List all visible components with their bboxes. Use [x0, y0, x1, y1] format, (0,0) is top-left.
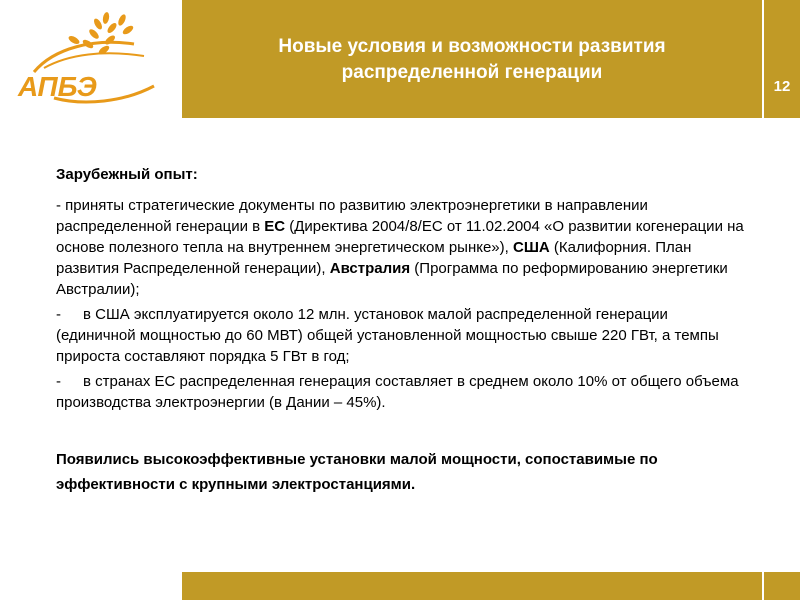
p1-eu: ЕС: [264, 218, 286, 235]
footer-topline: [0, 570, 800, 572]
slide-content: [56, 164, 746, 512]
page-number: 12: [773, 78, 791, 95]
footer-left-panel: [0, 570, 180, 600]
p2-text: в США эксплуатируется около 12 млн. установок малой распределенной генерации (единичной мощностью до 60 МВТ) общей установленной мощностью свыше 220 ГВт, а темпы прироста составляют порядка 5 ГВт в год;: [56, 306, 719, 365]
p1-text-2: (Директива 2004/8/ЕС от 11.02.2004 «О развитии когенерации на основе полезного тепла на внутреннем энергетическом рынке»),: [56, 218, 744, 256]
paragraph-documents: [56, 195, 746, 300]
slide-title: Новые условия и возможности развития распределенной генерации: [278, 36, 666, 83]
title-box: [182, 0, 762, 118]
paragraph-eu: [56, 371, 746, 413]
paragraph-usa: [56, 304, 746, 367]
p3-text: в странах ЕС распределенная генерация составляет в среднем около 10% от общего объема производства электроэнергии (в Дании – 45%).: [56, 373, 739, 411]
header-underline: [0, 118, 800, 120]
p1-usa: США: [512, 239, 550, 256]
header-divider-right: [762, 0, 764, 118]
logo-panel: [0, 0, 180, 118]
conclusion-text: Появились высокоэффективные установки малой мощности, сопоставимые по эффективности с крупными электростанциями.: [56, 451, 658, 493]
bullet-dash: -: [56, 306, 61, 323]
logo-text: АПБЭ: [18, 71, 97, 102]
footer-divider-right: [762, 570, 764, 600]
wheat-logo-icon: [14, 10, 174, 110]
bullet-dash: -: [56, 373, 61, 390]
p1-australia: Австралия: [329, 260, 411, 277]
footer-divider: [180, 570, 182, 600]
p1-text-1: - приняты стратегические документы по развитию электроэнергетики в направлении распределенной генерации в: [56, 197, 648, 235]
section-heading: Зарубежный опыт:: [56, 166, 198, 183]
p1-text-4: (Программа по реформированию энергетики Австралии);: [56, 260, 728, 298]
p1-text-3: (Калифорния. План развития Распределенной генерации),: [56, 239, 692, 277]
